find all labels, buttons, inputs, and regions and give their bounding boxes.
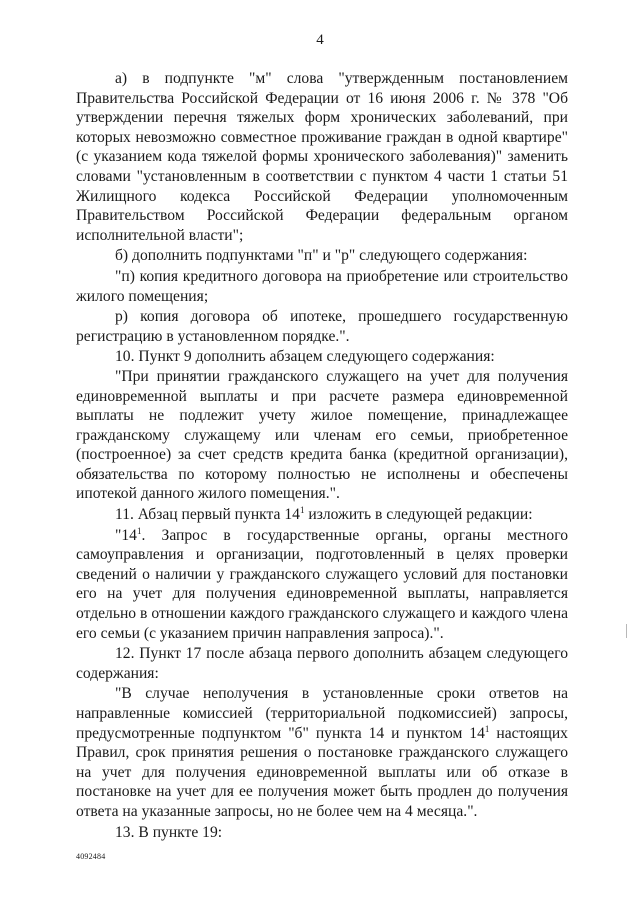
page-number: 4: [316, 32, 324, 48]
item-11: 11. Абзац первый пункта $14^1$ изложить в следующей редакции:: [115, 505, 533, 524]
superscript-index: 1: [484, 723, 490, 734]
subparagraph-r: р) копия договора об ипотеке, прошедшего государственную регистрацию в установленном порядке.".: [76, 308, 568, 345]
document-body: [76, 69, 568, 842]
item-12: 12. Пункт 17 после абзаца первого дополнить абзацем следующего содержания:: [76, 645, 568, 682]
superscript-index: 1: [299, 505, 305, 516]
document-code: 4092484: [76, 852, 106, 861]
item-10-text: "При принятии гражданского служащего на учет для получения единовременной выплаты и при расчете размера единовременной выплаты не подлежит учету жилое помещение, принадлежащее гражданскому служащему или членам его семьи, приобретенное (построенное) за счет средств кредита банка (кредитной организации), обязательства по которому полностью не исполнены и обеспечены ипотекой данного жилого помещения.".: [76, 367, 568, 503]
item-10: 10. Пункт 9 дополнить абзацем следующего содержания:: [115, 348, 495, 366]
item-11-text: "$14^1$. Запрос в государственные органы, органы местного самоуправления и организации, подготовленный в целях проверки сведений о наличии у гражданского служащего условий для постановки его на учет для получения единовременной выплаты, направляется отдельно в отношении каждого гражданского служащего и каждого члена его семьи (с указанием причин направления запроса).".: [76, 525, 568, 642]
item-13: 13. В пункте 19:: [115, 823, 223, 841]
superscript-index: 1: [136, 525, 142, 536]
margin-mark: [626, 624, 627, 638]
subparagraph-p: "п) копия кредитного договора на приобретение или строительство жилого помещения;: [76, 267, 568, 305]
item-12-text: "В случае неполучения в установленные сроки ответов на направленные комиссией (территориальной подкомиссией) запросы, предусмотренные подпунктом "б" пункта 14 и пунктом $14^1$ настоящих Правил, срок принятия решения о постановке гражданского служащего на учет для получения единовременной выплаты или об отказе в постановке на учет для ее получения может быть продлен до получения ответа на указанные запросы, но не более чем на 4 месяца.".: [76, 685, 568, 820]
paragraph-b-amendment: б) дополнить подпунктами "п" и "р" следующего содержания:: [115, 247, 528, 265]
paragraph-a-amendment: а) в подпункте "м" слова "утвержденным постановлением Правительства Российской Федерации от 16 июня 2006 г. № 378 "Об утверждении перечня тяжелых форм хронических заболеваний, при которых невозможно совместное проживание граждан в одной квартире" (с указанием кода тяжелой формы хронического заболевания)" заменить словами "установленным в соответствии с пунктом 4 части 1 статьи 51 Жилищного кодекса Российской Федерации уполномоченным Правительством Российской Федерации федеральным органом исполнительной власти";: [76, 70, 568, 244]
